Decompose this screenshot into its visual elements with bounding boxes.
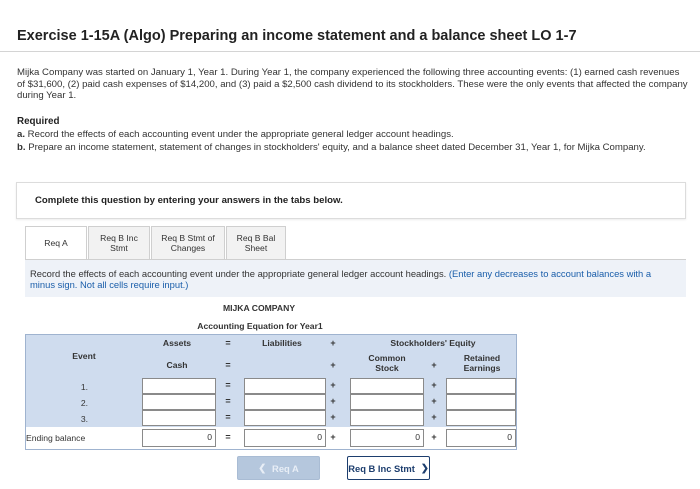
tab-req-a[interactable]: [25, 226, 87, 260]
prev-button[interactable]: [237, 456, 320, 480]
row-3-equals: =: [225, 412, 231, 422]
header-liabilities: Liabilities: [262, 338, 302, 348]
tab-req-b-bal-sheet-label: Req B Bal Sheet: [236, 232, 276, 253]
ending-liabilities-value: 0: [317, 432, 322, 442]
company-name: MIJKA COMPANY: [222, 303, 296, 313]
ending-cash-value: 0: [207, 432, 212, 442]
row-1-plus-2: +: [431, 380, 437, 390]
header-retained-earnings-label: Retained Earnings: [463, 353, 501, 373]
row-1-event: 1.: [80, 382, 88, 392]
row-1-common-stock-input[interactable]: [350, 378, 424, 394]
ending-balance-label: Ending balance: [26, 433, 86, 443]
header-event: Event: [72, 351, 96, 361]
row-2-plus-2: +: [431, 396, 437, 406]
instruction-text: [30, 268, 670, 290]
row-3-liabilities-input[interactable]: [244, 410, 326, 426]
chevron-left-icon: ❮: [258, 462, 267, 473]
ending-plus-1: +: [330, 432, 336, 442]
row-1-cash-input[interactable]: [142, 378, 216, 394]
header-stockholders-equity: Stockholders' Equity: [390, 338, 476, 348]
row-2-plus-1: +: [330, 396, 336, 406]
tab-req-b-stmt-changes-label: Req B Stmt of Changes: [161, 232, 215, 253]
instruction-main: Record the effects of each accounting event under the appropriate general ledger account headings.: [30, 268, 449, 279]
row-2-liabilities-input[interactable]: [244, 394, 326, 410]
row-1-equals: =: [225, 380, 231, 390]
page-title: Exercise 1-15A (Algo) Preparing an income statement and a balance sheet LO 1-7: [17, 28, 577, 44]
row-3-plus-2: +: [431, 412, 437, 422]
row-2-equals: =: [225, 396, 231, 406]
instruction-note: (Enter any decreases to account balances with a minus sign. Not all cells require input.): [30, 268, 652, 290]
required-a: [17, 129, 454, 140]
chevron-right-icon: ❯: [420, 462, 429, 473]
ending-retained-earnings: [446, 429, 516, 447]
header-common-stock: [356, 353, 418, 373]
required-b: [17, 142, 689, 154]
tab-req-b-inc-stmt-label: Req B Inc Stmt: [100, 232, 138, 253]
title-divider: [0, 51, 700, 52]
header-plus-1: +: [330, 338, 336, 348]
ending-cash: [142, 429, 216, 447]
ending-common-stock-value: 0: [415, 432, 420, 442]
row-3-plus-1: +: [330, 412, 336, 422]
prev-button-label: Req A: [272, 462, 299, 474]
accounting-equation-table: [25, 334, 517, 450]
header-plus-3: +: [431, 360, 437, 370]
tab-bar: [25, 226, 286, 260]
row-3-event: 3.: [80, 414, 88, 424]
row-3-retained-earnings-input[interactable]: [446, 410, 516, 426]
tab-req-b-inc-stmt[interactable]: [88, 226, 150, 260]
header-equals-2: =: [225, 360, 231, 370]
header-cash: Cash: [166, 360, 188, 370]
required-a-text: Record the effects of each accounting event under the appropriate general ledger account headings.: [25, 129, 454, 140]
row-2-cash-input[interactable]: [142, 394, 216, 410]
row-2-retained-earnings-input[interactable]: [446, 394, 516, 410]
row-3-cash-input[interactable]: [142, 410, 216, 426]
instructions-banner-text: Complete this question by entering your answers in the tabs below.: [35, 195, 343, 206]
next-button[interactable]: [347, 456, 430, 480]
next-button-label: Req B Inc Stmt: [348, 462, 415, 474]
required-b-text: Prepare an income statement, statement of changes in stockholders' equity, and a balance sheet dated December 31, Year 1, for Mijka Company.: [25, 142, 646, 153]
problem-prompt: Mijka Company was started on January 1, Year 1. During Year 1, the company experienced the following three accounting events: (1) earned cash revenues of $31,600, (2) paid cash expenses of $14,200, and (3) paid a $2,500 cash dividend to its stockholders. These were the only events that affected the company during Year 1.: [17, 67, 688, 101]
equation-title: Accounting Equation for Year1: [197, 321, 323, 331]
required-a-prefix: a.: [17, 129, 26, 140]
ending-plus-2: +: [431, 432, 437, 442]
row-2-common-stock-input[interactable]: [350, 394, 424, 410]
tab-req-b-bal-sheet[interactable]: [226, 226, 286, 260]
ending-common-stock: [350, 429, 424, 447]
header-plus-2: +: [330, 360, 336, 370]
row-1-retained-earnings-input[interactable]: [446, 378, 516, 394]
row-1-liabilities-input[interactable]: [244, 378, 326, 394]
tab-req-b-stmt-changes[interactable]: [151, 226, 225, 260]
instructions-banner: [16, 182, 686, 219]
header-equals-1: =: [225, 338, 231, 348]
ending-equals: =: [225, 432, 231, 442]
header-retained-earnings: [454, 353, 510, 373]
ending-retained-earnings-value: 0: [507, 432, 512, 442]
row-3-common-stock-input[interactable]: [350, 410, 424, 426]
tab-req-a-label: Req A: [44, 237, 68, 248]
row-2-event: 2.: [80, 398, 88, 408]
row-1-plus-1: +: [330, 380, 336, 390]
header-assets: Assets: [162, 338, 192, 348]
header-common-stock-label: Common Stock: [368, 353, 406, 373]
ending-liabilities: [244, 429, 326, 447]
required-heading: Required: [17, 116, 60, 127]
instruction-box: [25, 259, 686, 297]
required-b-prefix: b.: [17, 142, 26, 153]
